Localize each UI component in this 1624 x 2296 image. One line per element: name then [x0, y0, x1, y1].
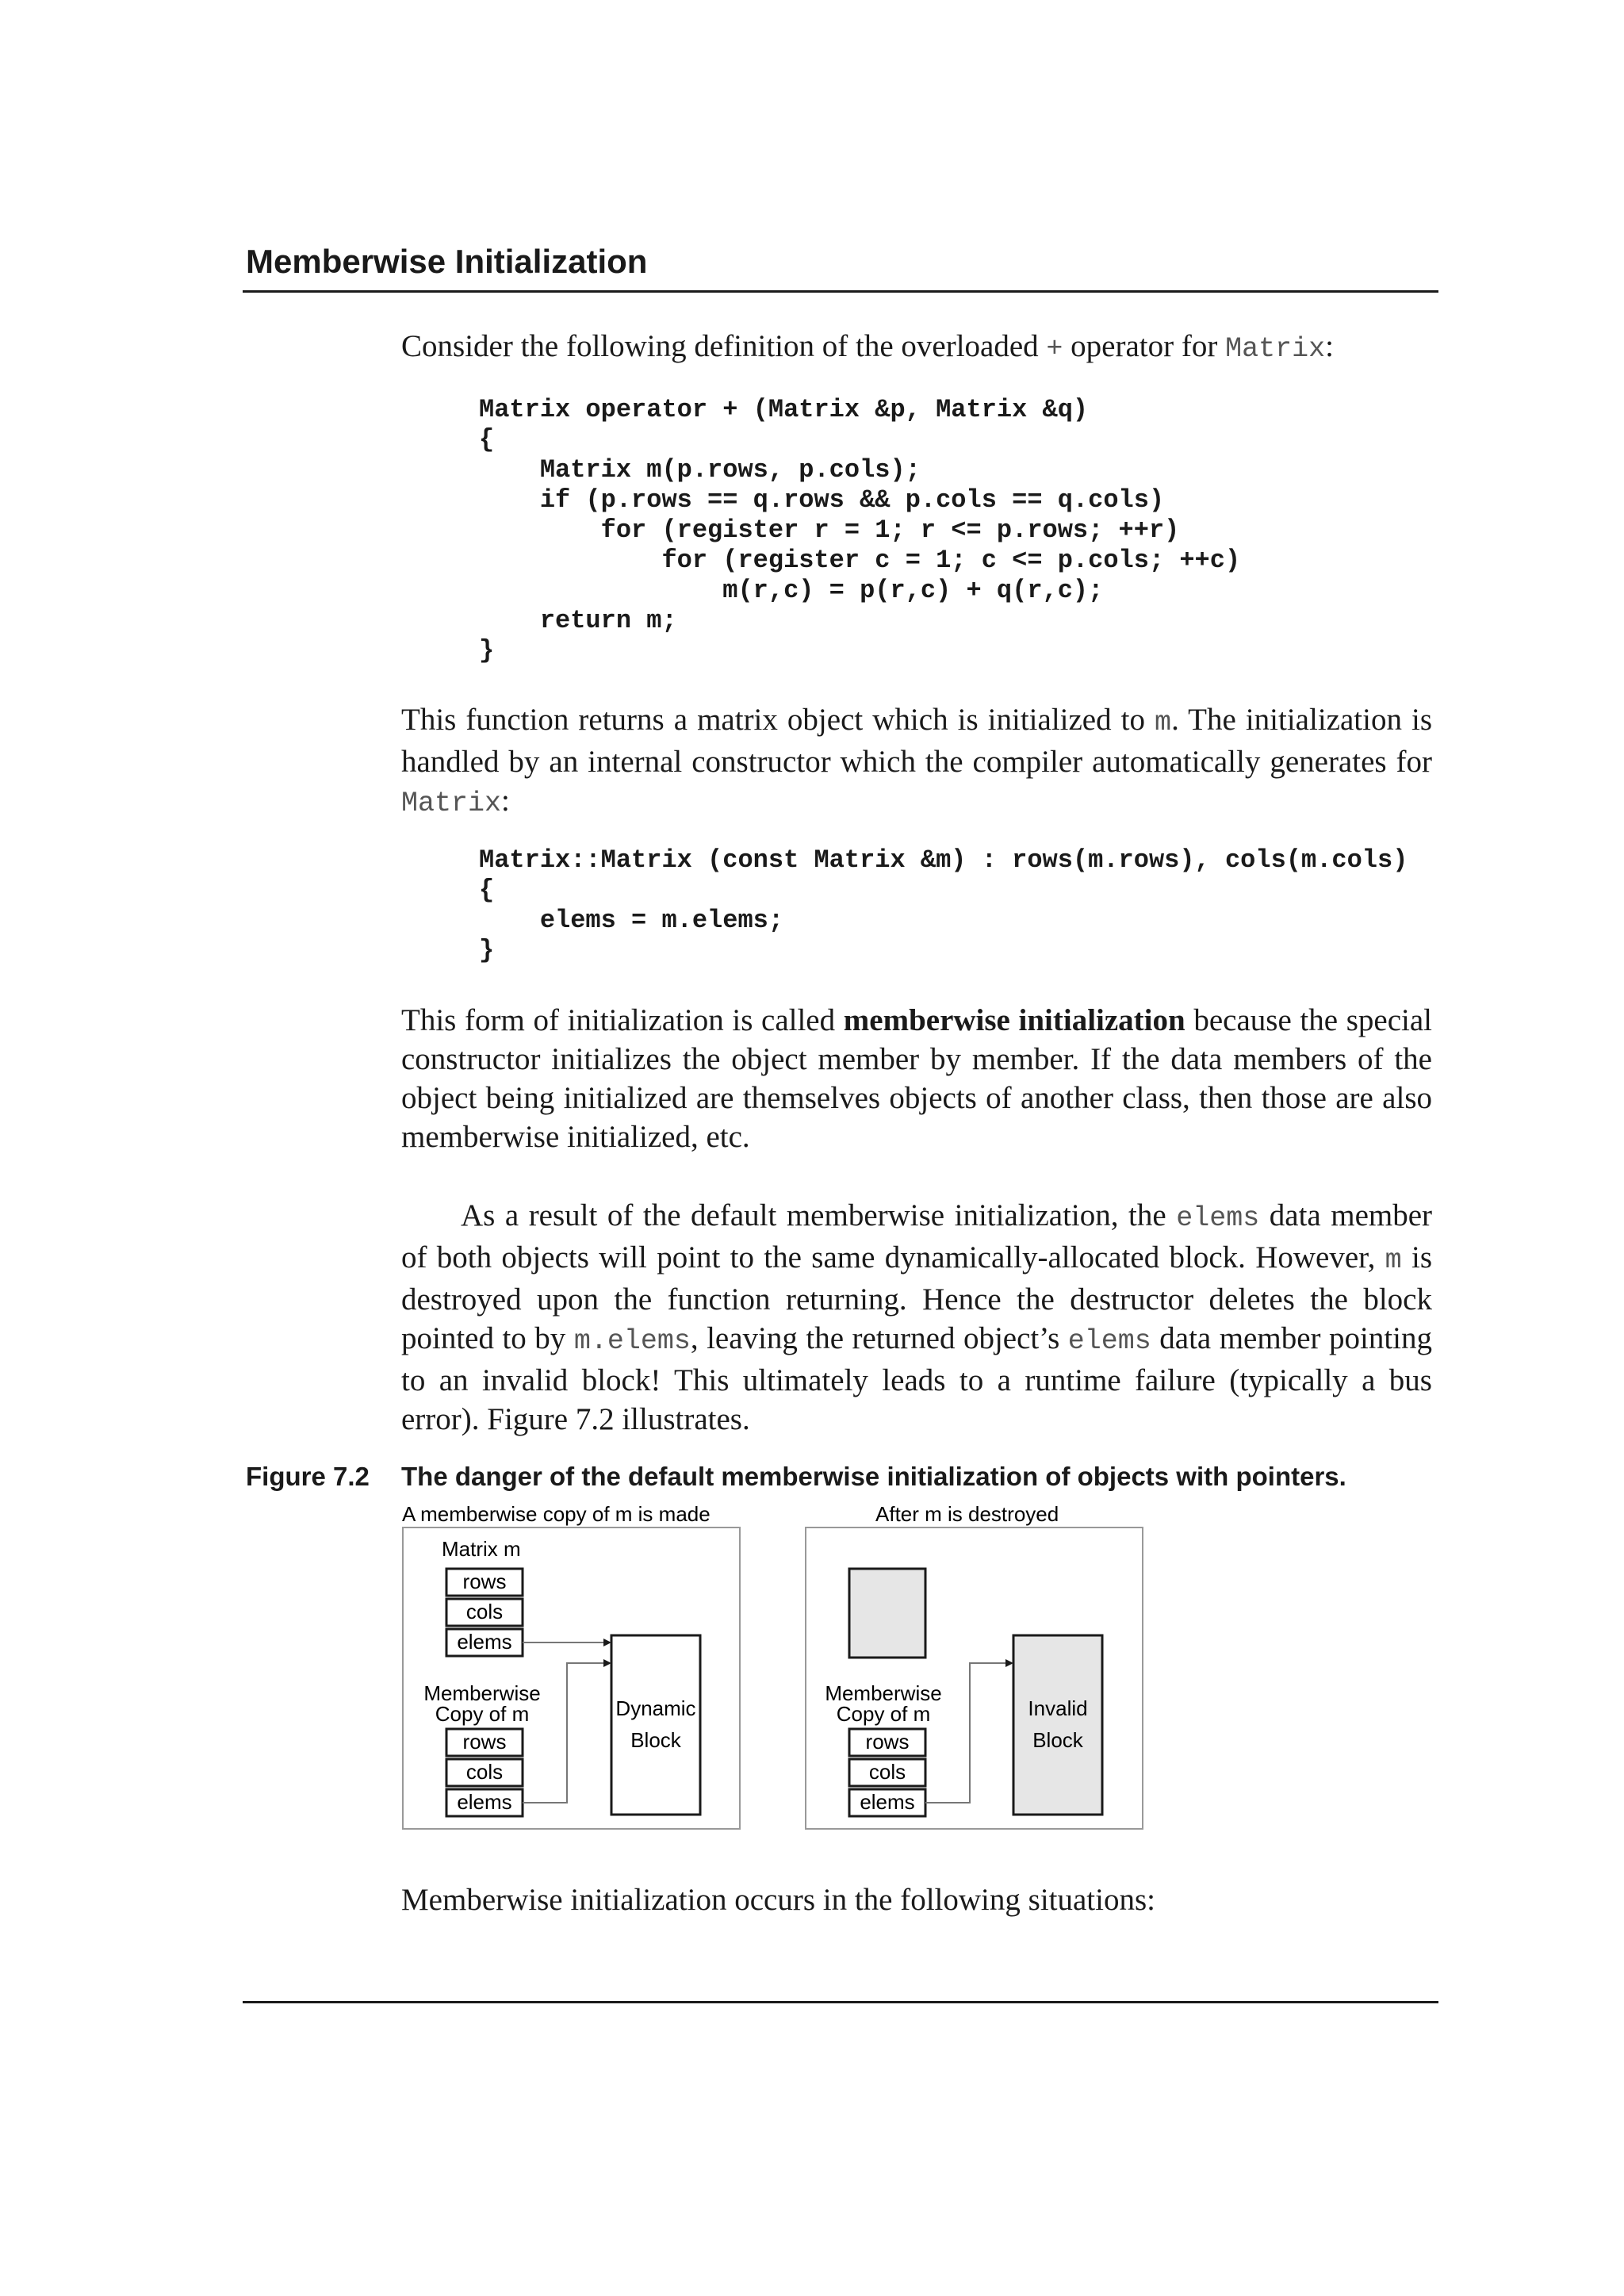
- right-panel-title: After m is destroyed: [875, 1502, 1059, 1526]
- field-elems-label: elems: [457, 1630, 512, 1654]
- memberwise-definition-paragraph: This form of initialization is called memberwise initialization because the special constructor initializes the object member by member. If the data members of the object being initialized are themselves objects of another class, then those are also memberwise initialized, etc.: [401, 1003, 1432, 1154]
- left-panel-title: A memberwise copy of m is made: [402, 1502, 710, 1526]
- figure-caption-text: The danger of the default memberwise initialization of objects with pointers.: [401, 1462, 1346, 1491]
- right-field-rows-label: rows: [865, 1730, 910, 1754]
- dynamic-block-line2: Block: [630, 1728, 681, 1752]
- matrix-m-label: Matrix m: [442, 1537, 521, 1561]
- right-field-cols-label: cols: [868, 1760, 906, 1784]
- situations-paragraph: Memberwise initialization occurs in the following situations:: [401, 1883, 1155, 1917]
- copy-label-line2: Copy of m: [435, 1702, 530, 1726]
- invalid-block: [1013, 1635, 1102, 1815]
- dynamic-block-line1: Dynamic: [615, 1696, 696, 1720]
- figure-number: Figure 7.2: [246, 1462, 370, 1491]
- right-copy-fields: [849, 1729, 925, 1816]
- operator-plus-code: Matrix operator + (Matrix &p, Matrix &q) { Matrix m(p.rows, p.cols); if (p.rows == q.rows && p.cols == q.cols) for (register r = 1; r <= p.rows; ++r) for (register c = 1; c <= p.cols; ++c) m(r,c) = p(r,c) + q(r,c); return m; }: [479, 395, 1241, 665]
- copy-field-cols-label: cols: [465, 1760, 504, 1784]
- left-panel: [402, 1502, 740, 1829]
- right-copy-label-line1: Memberwise: [825, 1681, 942, 1705]
- intro-paragraph: Consider the following definition of the overloaded + operator for Matrix:: [401, 329, 1334, 365]
- matrix-m-fields: [446, 1569, 523, 1656]
- field-rows-label: rows: [462, 1570, 507, 1593]
- right-copy-label-line2: Copy of m: [836, 1702, 931, 1726]
- default-init-paragraph: As a result of the default memberwise initialization, the elems data member of both objects will point to the same dynamically-allocated block. However, m is destroyed upon the function returning. Hence the destructor deletes the block pointed to by m.elems, leaving the returned object’s elems data member pointing to an invalid block! This ultimately leads to a runtime failure (typically a bus error). Figure 7.2 illustrates.: [401, 1198, 1433, 1436]
- copy-constructor-code: Matrix::Matrix (const Matrix &m) : rows(m.rows), cols(m.cols) { elems = m.elems; }: [479, 845, 1408, 965]
- copy-fields: [446, 1729, 523, 1816]
- copy-field-elems-label: elems: [457, 1790, 512, 1814]
- constructor-paragraph: This function returns a matrix object which is initialized to m. The initialization is handled by an internal constructor which the compiler automatically generates for Matrix:: [401, 703, 1432, 819]
- right-panel: [806, 1502, 1143, 1829]
- invalid-block-line2: Block: [1032, 1728, 1083, 1752]
- invalid-block-line1: Invalid: [1028, 1696, 1088, 1720]
- destroyed-object: [849, 1569, 925, 1658]
- dynamic-block: [611, 1635, 700, 1815]
- section-title: Memberwise Initialization: [246, 243, 648, 280]
- copy-field-rows-label: rows: [462, 1730, 507, 1754]
- copy-label-line1: Memberwise: [423, 1681, 541, 1705]
- bottom-rule: [243, 2001, 1438, 2003]
- field-cols-label: cols: [465, 1600, 504, 1623]
- right-field-elems-label: elems: [860, 1790, 915, 1814]
